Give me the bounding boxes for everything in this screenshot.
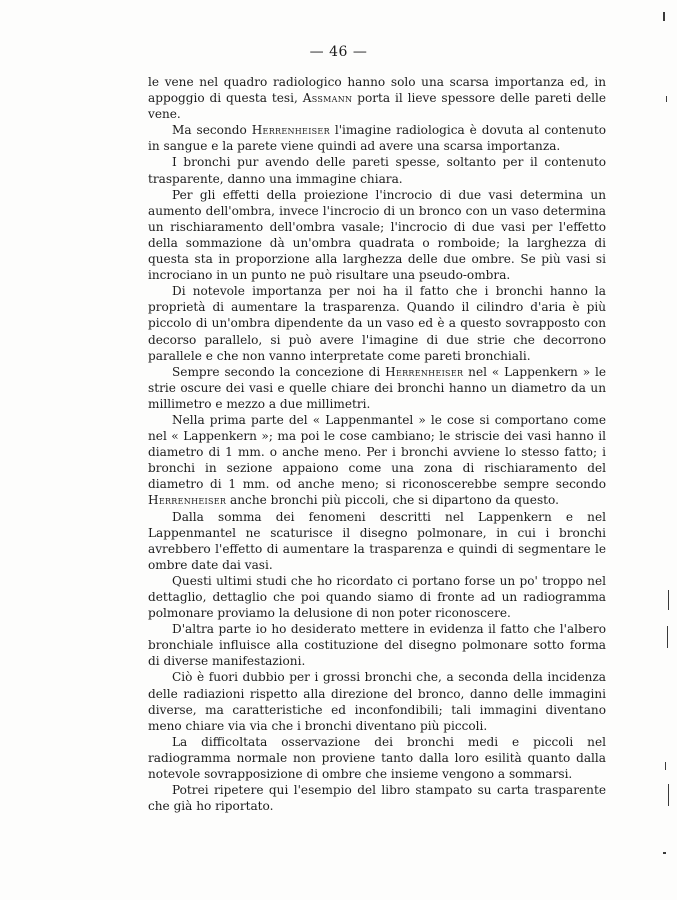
paragraph-text: I bronchi pur avendo delle pareti spesse, soltanto per il contenuto trasparente, danno una immagine chiara. — [148, 155, 606, 186]
paragraph-text: Sempre secondo la concezione di — [172, 364, 386, 379]
scan-mark — [666, 96, 667, 102]
paragraph-text: Per gli effetti della proiezione l'incrocio di due vasi determina un aumento dell'ombra, invece l'incrocio di un bronco con un vaso determina un rischiaramento dell'ombra vasale; l'incrocio di due vasi per l'effetto della sommazione dà un'ombra quadrata o romboide; la larghezza di questa sta in proporzione alla larghezza delle due ombre. Se più vasi si incrociano in un punto ne può risultare una pseudo-ombra. — [148, 187, 606, 283]
author-name: Herrenheiser — [148, 493, 227, 508]
paragraph — [148, 154, 606, 186]
paragraph — [148, 412, 606, 509]
scan-mark — [663, 12, 665, 21]
paragraph — [148, 782, 606, 814]
paragraph — [148, 573, 606, 621]
paragraph — [148, 509, 606, 573]
author-name: Herrenheiser — [251, 123, 330, 138]
paragraph — [148, 74, 606, 122]
scan-mark — [667, 626, 668, 648]
paragraph-text: Dalla somma dei fenomeni descritti nel Lappenkern e nel Lappenmantel ne scaturisce il disegno polmonare, in cui i bronchi avrebbero l'effetto di aumentare la trasparenza e quindi di segmentare le ombre date dai vasi. — [148, 509, 606, 572]
paragraph-text: le vene nel quadro radiologico hanno solo una scarsa importanza ed, in appoggio di questa tesi, — [148, 75, 606, 106]
scan-mark — [668, 590, 669, 610]
paragraph-text: Ciò è fuori dubbio per i grossi bronchi che, a seconda della incidenza delle radiazioni rispetto alla direzione del bronco, danno delle immagini diverse, ma caratteristiche ed inconfondibili; tali immagini diventano meno chiare via via che i bronchi diventano più piccoli. — [148, 670, 606, 733]
body-text — [148, 74, 606, 814]
paragraph — [148, 187, 606, 284]
paragraph-text: Di notevole importanza per noi ha il fatto che i bronchi hanno la proprietà di aumentare la trasparenza. Quando il cilindro d'aria è più piccolo di un'ombra dipendente da un vaso ed è a questo sovrapposto con decorso parallelo, si può avere l'imagine di due strie che decorrono parallele e che non vanno interpretate come pareti bronchiali. — [148, 284, 606, 363]
paragraph — [148, 669, 606, 733]
paragraph-text: La difficoltata osservazione dei bronchi medi e piccoli nel radiogramma normale non proviene tanto dalla loro esilità quanto dalla notevole sovrapposizione di ombre che insieme vengono a sommarsi. — [148, 734, 606, 782]
paragraph — [148, 283, 606, 363]
paragraph-text: Nella prima parte del « Lappenmantel » le cose si comportano come nel « Lappenkern »; ma poi le cose cambiano; le striscie dei vasi hanno il diametro di 1 mm. o anche meno. Per i bronchi avviene lo stesso fatto; i bronchi in sezione appaiono come una zona di rischiaramento del diametro di 1 mm. od anche meno; si riconoscerebbe sempre secondo — [148, 412, 606, 492]
author-name: Assmann — [302, 91, 353, 106]
paragraph-text: porta il lieve spessore delle pareti delle vene. — [148, 91, 606, 122]
paragraph-text: l'imagine radiologica è dovuta al contenuto in sangue e la parete viene quindi ad avere una scarsa importanza. — [148, 123, 606, 154]
paragraph-text: anche bronchi più piccoli, che si dipartono da questo. — [226, 493, 559, 508]
paragraph-text: D'altra parte io ho desiderato mettere in evidenza il fatto che l'albero bronchiale influisce alla costituzione del disegno polmonare sotto forma di diverse manifestazioni. — [148, 622, 606, 669]
page-number: — 46 — — [309, 44, 368, 60]
paragraph-text: Ma secondo — [172, 123, 252, 138]
author-name: Herrenheiser — [385, 364, 464, 379]
scan-mark — [668, 784, 669, 806]
paragraph — [148, 364, 606, 412]
scan-mark — [665, 762, 666, 770]
paragraph-text: nel « Lappenkern » le strie oscure dei vasi e quelle chiare dei bronchi hanno un diametro da un millimetro e mezzo a due millimetri. — [148, 364, 606, 411]
paragraph — [148, 734, 606, 782]
scan-mark — [663, 852, 666, 854]
paragraph — [148, 621, 606, 669]
paragraph — [148, 122, 606, 154]
paragraph-text: Potrei ripetere qui l'esempio del libro stampato su carta trasparente che già ho riportato. — [148, 783, 606, 814]
paragraph-text: Questi ultimi studi che ho ricordato ci portano forse un po' troppo nel dettaglio, dettaglio che poi quando siamo di fronte ad un radiogramma polmonare proviamo la delusione di non poter riconoscere. — [148, 573, 606, 621]
